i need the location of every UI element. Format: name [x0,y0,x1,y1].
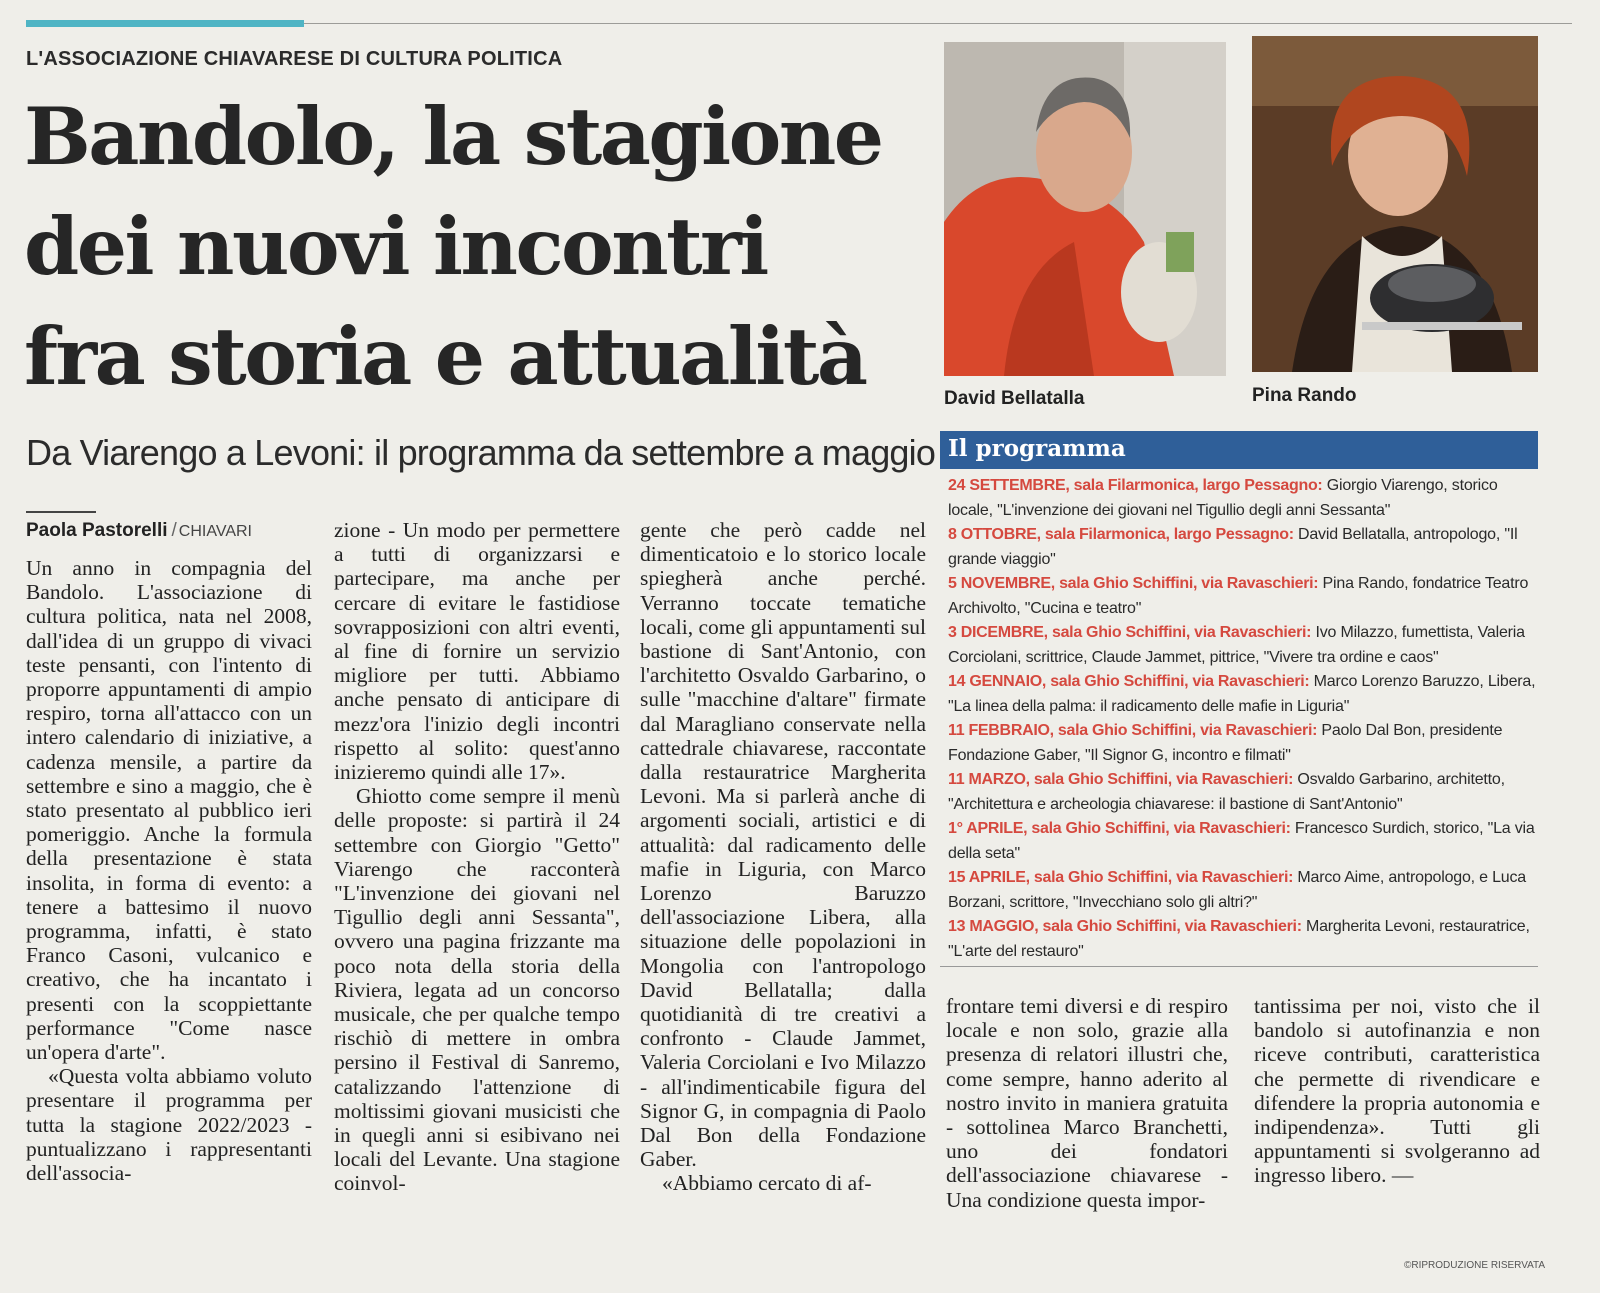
programma-item [948,768,1538,817]
programma-item-date: 13 MAGGIO, sala Ghio Schiffini, via Ravaschieri: [948,918,1302,935]
programma-item-details: Giorgio Viarengo, storico locale, "L'invenzione dei giovani nel Tigullio degli anni Sessanta" [948,477,1498,519]
programma-heading: Il programma [940,431,1538,469]
programma-item-details: Ivo Milazzo, fumettista, Valeria Corciolani, scrittrice, Claude Jammet, pittrice, "Vivere tra ordine e caos" [948,624,1525,666]
programma-item-date: 1° APRILE, sala Ghio Schiffini, via Ravaschieri: [948,820,1291,837]
programma-item-date: 14 GENNAIO, sala Ghio Schiffini, via Ravaschieri: [948,673,1310,690]
byline-rule [26,511,96,513]
article-column-3 [640,518,926,1256]
programma-item-details: David Bellatalla, antropologo, "Il grande viaggio" [948,526,1518,568]
programma-item [948,523,1538,572]
programma-item-date: 11 MARZO, sala Ghio Schiffini, via Ravaschieri: [948,771,1294,788]
programma-item [948,817,1538,866]
article-column-1 [26,556,312,1256]
programma-item [948,866,1538,915]
kicker: L'ASSOCIAZIONE CHIAVARESE DI CULTURA POLITICA [26,48,563,70]
programma-item-details: Osvaldo Garbarino, architetto, "Architettura e archeologia chiavarese: il bastione di Sant'Antonio" [948,771,1505,813]
programma-item-date: 15 APRILE, sala Ghio Schiffini, via Ravaschieri: [948,869,1294,886]
photo-david-bellatalla [944,42,1226,376]
headline-line-2: dei nuovi incontri [24,200,767,293]
byline-place: CHIAVARI [178,523,252,540]
headline [24,82,944,412]
programma-item [948,621,1538,670]
programma-item-details: Marco Lorenzo Baruzzo, Libera, "La linea della palma: il radicamento delle mafie in Liguria" [948,673,1536,715]
programma-item-details: Pina Rando, fondatrice Teatro Archivolto, "Cucina e teatro" [948,575,1529,617]
byline [26,520,252,542]
programma-item-details: Marco Aime, antropologo, e Luca Borzani, scrittore, "Invecchiano solo gli altri?" [948,869,1526,911]
programma-item-date: 8 OTTOBRE, sala Filarmonica, largo Pessagno: [948,526,1294,543]
programma-item-details: Paolo Dal Bon, presidente Fondazione Gaber, "Il Signor G, incontro e filmati" [948,722,1503,764]
subheadline: Da Viarengo a Levoni: il programma da settembre a maggio [26,432,936,473]
programma-bottom-rule [940,966,1538,967]
article-paragraph: «Abbiamo cercato di af- [662,1171,872,1196]
programma-item-details: Francesco Surdich, storico, "La via della seta" [948,820,1535,862]
article-paragraph: gente che però cadde nel dimenticatoio e lo storico locale spiegherà anche perché. Verranno toccate tematiche locali, come gli appuntamenti sul bastione di Sant'Antonio, con l'architetto Osvaldo Garbarino, o sulle "macchine d'altare" firmate dal Maragliano conservate nella cattedrale chiavarese, raccontate dalla restauratrice Margherita Levoni. Ma si parlerà anche di argomenti sociali, artistici e di attualità: dal radicamento delle mafie in Liguria, con Marco Lorenzo Baruzzo dell'associazione Libera, alla situazione delle popolazioni in Mongolia con l'antropologo David Bellatalla; dalla quotidianità di tre creativi a confronto - Claude Jammet, Valeria Corciolani e Ivo Milazzo - all'indimenticabile figura del Signor G, in compagnia di Paolo Dal Bon della Fondazione Gaber. [640,518,926,1172]
programma-item-details: Margherita Levoni, restauratrice, "L'arte del restauro" [948,918,1530,960]
programma-item [948,719,1538,768]
programma-item [948,670,1538,719]
article-column-2 [334,518,620,1256]
person-photo-illustration [944,42,1226,376]
programma-item-date: 11 FEBBRAIO, sala Ghio Schiffini, via Ravaschieri: [948,722,1318,739]
article-column-5 [1254,994,1540,1229]
programma-item [948,915,1538,964]
article-column-4 [946,994,1228,1256]
byline-author: Paola Pastorelli [26,520,168,541]
photo-caption-left: David Bellatalla [944,388,1085,409]
headline-line-1: Bandolo, la stagione [24,90,882,183]
article-paragraph: zione - Un modo per permettere a tutti di organizzarsi e partecipare, ma anche per cercare di evitare le fastidiose sovrapposizioni con altri eventi, al fine di fornire un servizio migliore per tutti. Abbiamo anche pensato di anticipare di mezz'ora l'inizio degli incontri rispetto al solito: quest'anno inizieremo quindi alle 17». [334,518,620,785]
photo-pina-rando [1252,36,1538,372]
article-paragraph: tantissima per noi, visto che il bandolo si autofinanzia e non riceve contributi, caratteristica che permette di rivendicare e difendere la propria autonomia e indipendenza». Tutti gli appuntamenti si svolgeranno ad ingresso libero. — [1254,994,1540,1188]
programma-item [948,474,1538,523]
programma-list [948,474,1538,964]
byline-separator: / [171,520,177,541]
programma-item-date: 24 SETTEMBRE, sala Filarmonica, largo Pessagno: [948,477,1323,494]
article-paragraph: Ghiotto come sempre il menù delle proposte: si partirà il 24 settembre con Giorgio "Getto" Viarengo che racconterà "L'invenzione dei giovani nel Tigullio degli anni Sessanta", ovvero una pagina frizzante ma poco nota della storia della Riviera, legata ad un concorso musicale, che per qualche tempo rischiò di mettere in ombra persino il Festival di Sanremo, catalizzando l'attenzione di moltissimi giovani musicisti che in quegli anni si esibivano nei locali del Levante. Una stagione coinvol- [334,784,620,1196]
copyright-notice: ©RIPRODUZIONE RISERVATA [1404,1260,1546,1271]
section-top-rule [304,23,1572,24]
programma-item-date: 5 NOVEMBRE, sala Ghio Schiffini, via Ravaschieri: [948,575,1319,592]
programma-item-date: 3 DICEMBRE, sala Ghio Schiffini, via Ravaschieri: [948,624,1312,641]
article-paragraph: «Questa volta abbiamo voluto presentare il programma per tutta la stagione 2022/2023 - puntualizzano i rappresentanti dell'associa- [26,1064,312,1186]
article-paragraph: Un anno in compagnia del Bandolo. L'associazione di cultura politica, nata nel 2008, dall'idea di un gruppo di vivaci teste pensanti, con l'intento di proporre appuntamenti di ampio respiro, torna all'attacco con un intero calendario di iniziative, a cadenza mensile, a partire da settembre e sino a maggio, che è stato presentato al pubblico ieri pomeriggio. Anche la formula della presentazione è stata insolita, in forma di evento: a tenere a battesimo il nuovo programma, infatti, è stato Franco Casoni, vulcanico e creativo, che ha incantato i presenti con la scoppiettante performance "Come nasce un'opera d'arte". [26,556,312,1065]
section-accent-bar [26,20,304,27]
article-paragraph: frontare temi diversi e di respiro locale e non solo, grazie alla presenza di relatori illustri che, come sempre, hanno aderito al nostro invito in maniera gratuita - sottolinea Marco Branchetti, uno dei fondatori dell'associazione chiavarese - Una condizione questa impor- [946,994,1228,1212]
photo-caption-right: Pina Rando [1252,385,1357,406]
headline-line-3: fra storia e attualità [24,310,866,403]
programma-item [948,572,1538,621]
person-photo-illustration [1252,36,1538,372]
